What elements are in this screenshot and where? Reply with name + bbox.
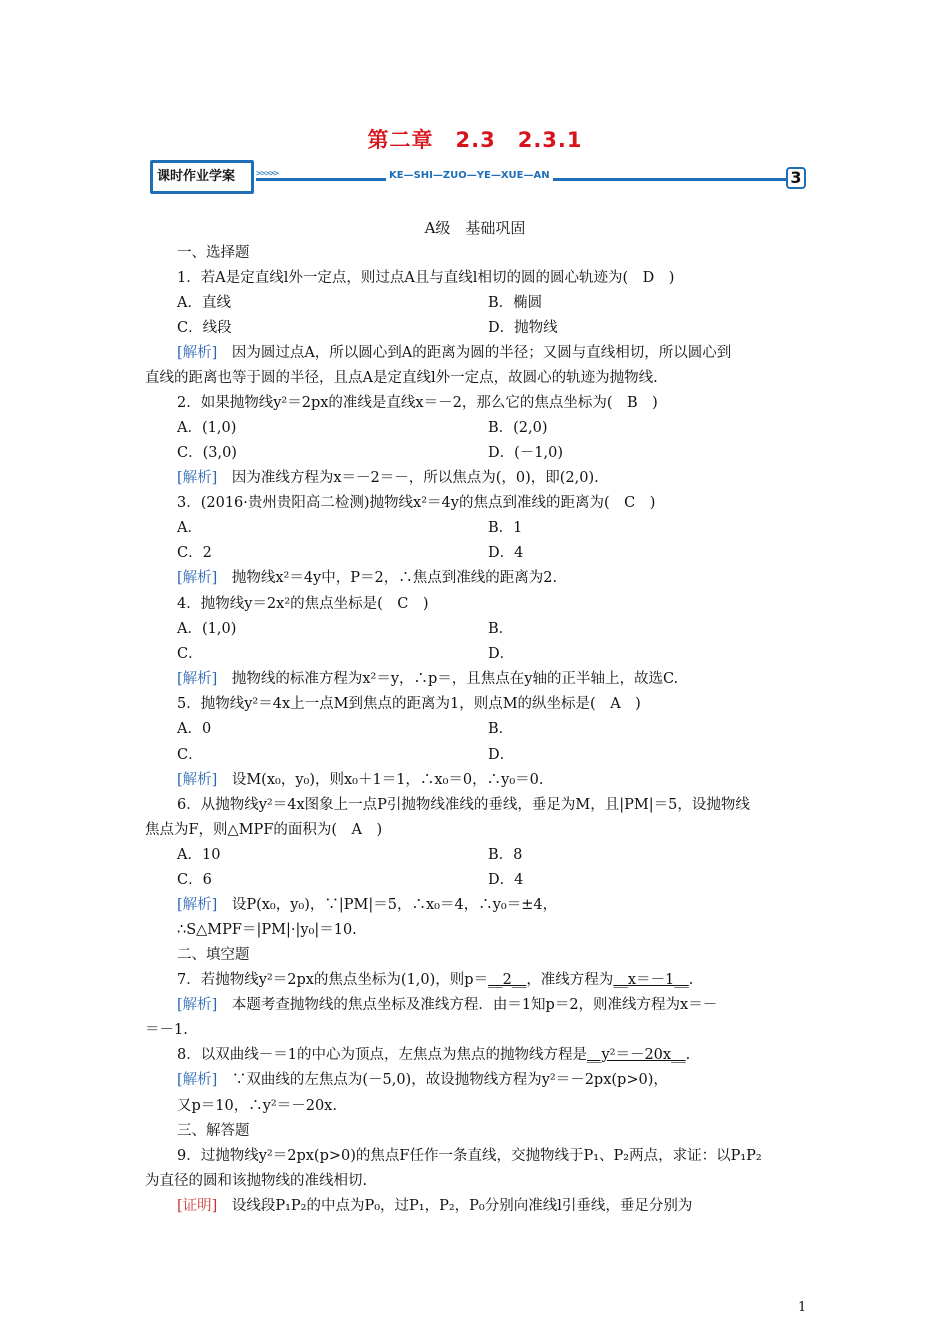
section-heading: 三、解答题: [177, 1123, 250, 1139]
analysis: [177, 995, 717, 1015]
analysis-continued: 又p＝10，∴y²＝－20x.: [177, 1098, 337, 1114]
question: 2．如果抛物线y²＝2px的准线是直线x＝－2，那么它的焦点坐标为( B ): [177, 395, 658, 411]
question: 4．抛物线y＝2x²的焦点坐标是( C ): [177, 596, 429, 612]
question: [177, 970, 693, 990]
option: C．: [177, 646, 203, 662]
question-text: ，准线方程为: [526, 972, 614, 988]
analysis: [177, 468, 599, 488]
section-heading: 二、填空题: [177, 947, 250, 963]
analysis: [177, 895, 557, 915]
answer-blank: __x＝－1__: [613, 972, 689, 988]
question-continued: 焦点为F，则△MPF的面积为( A ): [145, 822, 383, 838]
analysis-text: 抛物线的标准方程为x²＝y，∴p＝，且焦点在y轴的正半轴上，故选C.: [217, 671, 679, 687]
analysis-text: 本题考查抛物线的焦点坐标及准线方程．由＝1知p＝2，则准线方程为x＝－: [217, 997, 718, 1013]
section-heading: 一、选择题: [177, 245, 250, 261]
question: 9．过抛物线y²＝2px(p>0)的焦点F任作一条直线，交抛物线于P₁、P₂两点，求证：以P₁P₂: [177, 1148, 762, 1164]
option: D．4: [488, 872, 524, 888]
question-text: .: [685, 1047, 691, 1063]
analysis-tag: [解析]: [177, 470, 218, 486]
option: B．: [488, 621, 514, 637]
option: C．: [177, 747, 203, 763]
analysis-continued: ＝－1.: [145, 1022, 188, 1038]
answer-blank: __y²＝－20x__: [586, 1047, 686, 1063]
option: A．0: [177, 721, 212, 737]
analysis: [177, 343, 731, 363]
option: C．线段: [177, 320, 232, 336]
option: B．(2,0): [488, 420, 548, 436]
homework-banner: [150, 160, 810, 196]
level-heading: A级 基础巩固: [424, 219, 526, 237]
option: C．6: [177, 872, 212, 888]
analysis-tag: [解析]: [177, 897, 218, 913]
option: C．(3,0): [177, 445, 237, 461]
proof-text: 设线段P₁P₂的中点为P₀，过P₁，P₂，P₀分别向准线l引垂线，垂足分别为: [217, 1198, 693, 1214]
analysis-text: 因为圆过点A，所以圆心到A的距离为圆的半径；又圆与直线相切，所以圆心到: [217, 345, 732, 361]
banner-pinyin: KE—SHI—ZUO—YE—XUE—AN: [386, 170, 553, 181]
option: B．8: [488, 847, 523, 863]
question-continued: 为直径的圆和该抛物线的准线相切.: [145, 1173, 368, 1189]
analysis-text: 抛物线x²＝4y中，P＝2，∴焦点到准线的距离为2.: [217, 570, 558, 586]
banner-number: 3: [786, 167, 806, 189]
option: B．椭圆: [488, 295, 543, 311]
analysis-tag: [解析]: [177, 570, 218, 586]
analysis-continued: ∴S△MPF＝|PM|·|y₀|＝10.: [177, 922, 357, 938]
banner-arrows: >>>>>: [256, 169, 279, 179]
banner-label: 课时作业学案: [150, 160, 254, 194]
analysis: [177, 669, 678, 689]
option: A．直线: [177, 295, 231, 311]
analysis-text: 设P(x₀，y₀)，∵|PM|＝5，∴x₀＝4，∴y₀＝±4，: [217, 897, 558, 913]
answer-blank: __2__: [488, 972, 527, 988]
option: A．: [177, 520, 202, 536]
question: 3．(2016·贵州贵阳高二检测)抛物线x²＝4y的焦点到准线的距离为( C ): [177, 495, 656, 511]
question-text: 8．以双曲线－＝1的中心为顶点，左焦点为焦点的抛物线方程是: [177, 1047, 587, 1063]
question: 6．从抛物线y²＝4x图象上一点P引抛物线准线的垂线，垂足为M，且|PM|＝5，设抛物线: [177, 797, 750, 813]
option: A．(1,0): [177, 420, 237, 436]
analysis-tag: [解析]: [177, 671, 218, 687]
chapter-title: 第二章 2.3 2.3.1: [367, 128, 583, 152]
option: D．(－1,0): [488, 445, 563, 461]
option: C．2: [177, 545, 212, 561]
question: 1．若A是定直线l外一定点，则过点A且与直线l相切的圆的圆心轨迹为( D ): [177, 270, 675, 286]
option: D．: [488, 646, 515, 662]
option: B．: [488, 721, 514, 737]
question: 5．抛物线y²＝4x上一点M到焦点的距离为1，则点M的纵坐标是( A ): [177, 696, 641, 712]
analysis-tag: [解析]: [177, 772, 218, 788]
analysis-continued: 直线的距离也等于圆的半径，且点A是定直线l外一定点，故圆心的轨迹为抛物线.: [145, 370, 658, 386]
option: D．抛物线: [488, 320, 558, 336]
analysis-tag: [解析]: [177, 345, 218, 361]
analysis-text: ∵双曲线的左焦点为(－5,0)，故设抛物线方程为y²＝－2px(p>0)，: [217, 1072, 668, 1088]
analysis: [177, 568, 557, 588]
option: D．4: [488, 545, 524, 561]
option: B．1: [488, 520, 523, 536]
analysis-tag: [解析]: [177, 997, 218, 1013]
question-text: .: [688, 972, 694, 988]
analysis-text: 因为准线方程为x＝－2＝－，所以焦点为(，0)，即(2,0).: [217, 470, 599, 486]
analysis: [177, 770, 543, 790]
page-number: 1: [798, 1300, 807, 1315]
proof-tag: [证明]: [177, 1198, 218, 1214]
question: [177, 1045, 690, 1065]
proof: [177, 1196, 692, 1216]
analysis: [177, 1070, 668, 1090]
option: A．10: [177, 847, 221, 863]
question-text: 7．若抛物线y²＝2px的焦点坐标为(1,0)，则p＝: [177, 972, 489, 988]
option: A．(1,0): [177, 621, 237, 637]
analysis-text: 设M(x₀，y₀)，则x₀＋1＝1，∴x₀＝0，∴y₀＝0.: [217, 772, 544, 788]
analysis-tag: [解析]: [177, 1072, 218, 1088]
option: D．: [488, 747, 515, 763]
